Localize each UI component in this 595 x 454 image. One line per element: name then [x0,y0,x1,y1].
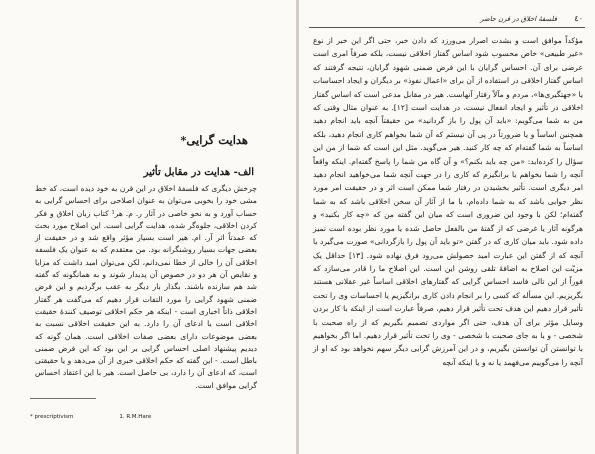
footnote-1: * prescriptivism [30,414,74,420]
right-page [299,0,595,454]
header-divider [309,27,585,28]
page-number: ٤٠ [574,14,583,23]
right-page-body [313,34,583,369]
running-head [309,14,585,26]
running-title: فلسفهٔ اخلاق در قرن حاضر [480,15,557,23]
section-heading: الف- هدایت در مقابل تأثیر [143,167,254,178]
left-page-body [35,183,257,392]
footnote-divider [30,398,96,399]
right-body-paragraph: مؤکداً موافق است و بشدت اصرار می‌ورزد که دادن خبر، حتی اگر این خبر از نوع «غیر طبیعی» خاص محسوب شود اساس گفتار اخلاقی نیست، بلکه صرفاً امری است عرضی برای آن. احساس گرایان با این فرض ضمنی شهود گرایان، نتیجه گرفتند که اساس گفتار اخلاقی در استفاده از آن برای «اعمال نفوذ» بر دیگران و ایجاد احساسات یا «جهتگیری‌ها»، مردم و مآلاً رفتار آنهاست. هیر در مقابل مدعی است که اساس گفتار اخلاقی در تأثیر و ایجاد انفعال نیست، در هدایت است [۱۲]. به عنوان مثال وقتی که من به شما می‌گویم: «باید آن پول را باز گردانید» من حقیقتاً آنچه باید انجام دهید همچنین اساساً و یا ضرورتاً در پی آن نیستم که آن شما بخواهم کاری انجام دهید، بلکه اساساً به شما گفته‌ام که چه کار کنید. هیر می‌گوید. مثل این است که شما از من این سؤال را کرده‌اید: «من چه باید بکنم؟» و آن گاه من شما را پاسخ گفته‌ام. اینکه واقعاً آنچه را شما بخواهم یا برانگیزم که کاری را در جهت آنچه شما می‌خواهید انجام دهید امر دیگری است. تأثیر بخشیدن در رفتار شما ممکن است اثر و در حقیقت امر مورد نظر جوابی باشد که به شما داده‌ام، با ما از آثار آن سخن اخلاقی باشد که به شما گفته‌ام؛ لکن با وجود این ضروری است که میان این گفته من که «چه کار بکنید» و هرگونه آثار یا غرضی که از گفتهٔ من بالفعل حاصل شده یا مورد نظر بوده است تمیز داده شود. باید میان کاری که در گفتن «تو باید آن پول را بازگردانی» صورت می‌گیرد یا آنچه که از گفتن این عبارت امید حصولش می‌رود فرق نهاده شود. [۱۳] حداقل یک مزیّت این اصلاح به اضافهٔ تلقی روشن این است. این اصلاح ما را قادر می‌سازد که فوراً از این تالی فاسد احساس گرایی که گفتارهای اخلاقی اساساً غیر عقلانی هستند بگریزیم. این مسأله که کسی را بر انجام دادن کاری برانگیزیم یا احساسات وی را تحت تأثیر قرار دهیم این هدف تحت تأثیر قرار دهیم، صرفاً عبارت است از اینکه با کار بردن وسایل مؤثر برای آن هدف، حتی اگر مواردی تصمیم بگیریم که از راه صحبت با شخصی - و یا به جای صحبت با شخصی - وی را تحت تأثیر قرار دهیم. اما اگر بخواهیم با توانستن آن توانستن بگیریم، و در این آمرزش گرایی دیگر سهم نخواهد بود که او از آنچه را می‌گوییم می‌فهمد یا نه و یا اینکه آنچه [313,36,584,367]
footnotes [30,414,151,420]
left-body-paragraph: چرخش دیگری که فلسفهٔ اخلاق در این قرن به خود دیده است، که خط مشی خود را بخوبی می‌توان به عنوان اصلاحی برای احساس گرایی به حساب آورد و به نحو خاصی در آثار ر. م. هر¹ کتاب زبان اخلاق و فکر کردن اخلاقی، جلوه‌گر شده، هدایت گرایی است. این اصلاح مورد بحث که عمدتاً اثر آر. ام. هیر است بسیار مؤثر واقع شد و در حقیقت از بعضی جهات بسیار روشنگرانه بود. من معتقدم که به عنوان یک فلسفه اخلاقی آن را خالی از خطا نمی‌دانم، لکن می‌توان امید داشت که مزایا و نقایص آن هر دو در خصوص آن پدیدار شوند و به همانگونه که گفته شد هم سازنده باشند. بگذار بار دیگر به عقب برگردیم و این فرض ضمنی شهود گرایی را مورد التفات قرار دهیم که می‌گفت هر گفتار اخلاقی ذاتاً اخباری است - اینکه هر حکم اخلاقی توصیف کنندهٔ حقیقت اخلاقی است یا ادعای آن را دارد. به این حقیقت اخلاقی نسبت به بعضی موضوعات دارای بعضی صفات اخلاقی است. همان گونه که دیدیم پیشنهاد اصلی احساس گرایی بر این بود که این فرض ضمنی باطل است. - این گفته که حکم اخلاقی خبری از آن می‌دهد و یا حقیقتی است، که ادعای آن را دارد، بی حاصل است. هیر با این اعتقاد احساس گرایی موافق است. [35,184,257,390]
chapter-title: هدایت گرایی* [180,133,248,147]
footnote-2: 1. R.M.Hare [119,414,152,420]
left-page [0,0,296,454]
